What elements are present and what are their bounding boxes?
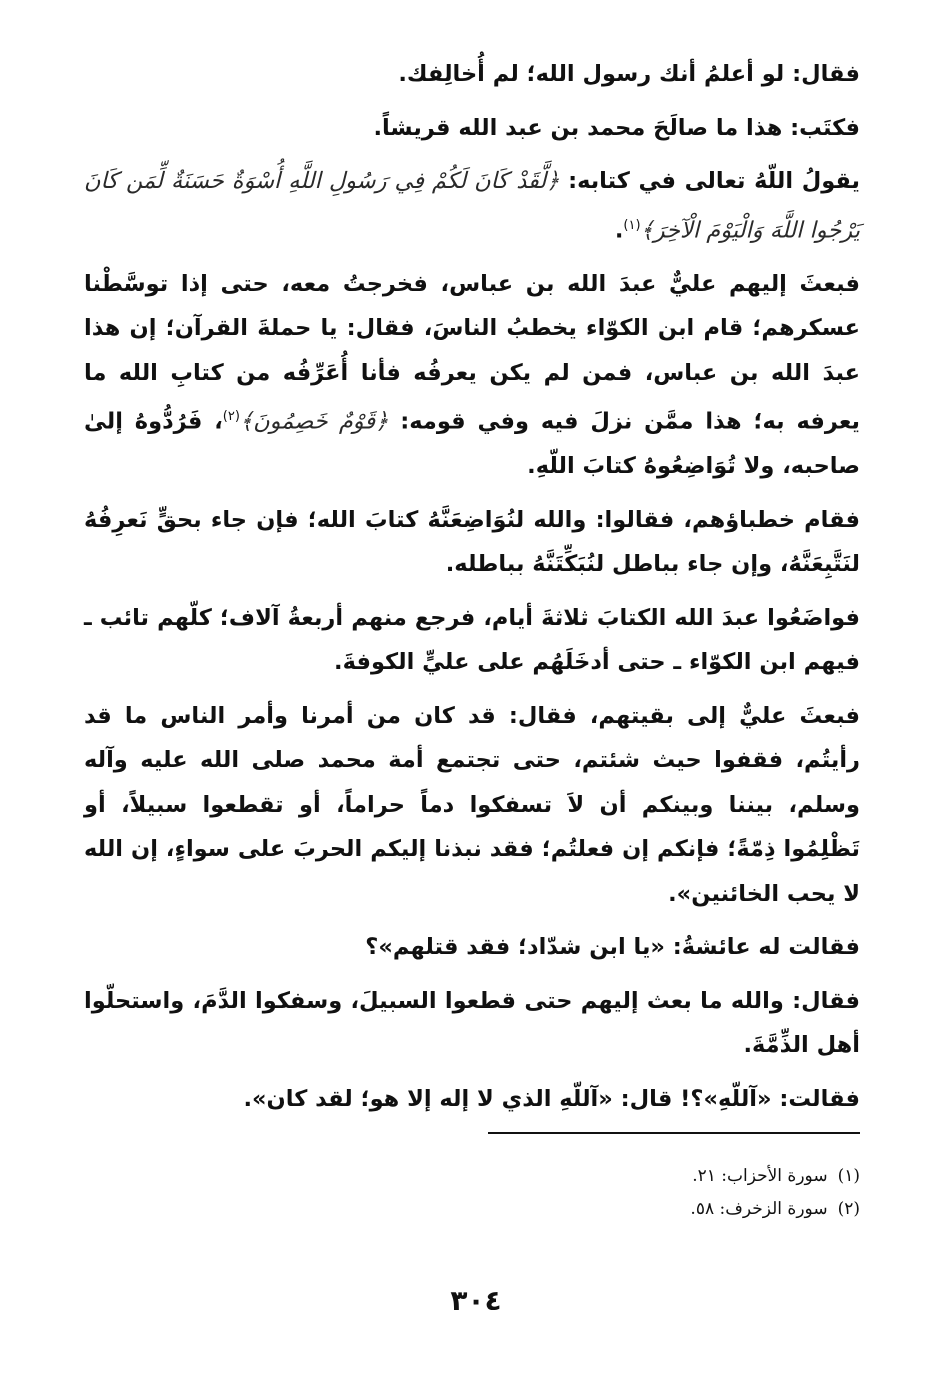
- paragraph-text: فبعثَ عليٌّ إلى بقيتهم، فقال: قد كان من أمرنا وأمر الناس ما قد رأيتُم، فقفوا حيث شئتم، حتى تجتمع أمة محمد صلى الله عليه وآله وسلم، بيننا وبينكم أن لاَ تسفكوا دماً حراماً، أو تقطعوا سبيلاً، أو تَظْلِمُوا ذِمّةً؛ فإنكم إن فعلتُم؛ فقد نبذنا إليكم الحربَ على سواءٍ، إن الله لا يحب الخائنين».: [84, 702, 860, 907]
- paragraph-9: [84, 979, 860, 1068]
- paragraph-1: [84, 52, 860, 97]
- main-text: [84, 52, 860, 1130]
- paragraph-7: [84, 694, 860, 917]
- footnote-number: (٢): [837, 1199, 860, 1219]
- paragraph-5: [84, 498, 860, 587]
- footnotes: [360, 1160, 860, 1226]
- footnote-text: سورة الأحزاب: ٢١.: [692, 1166, 828, 1186]
- footnote-ref-2: (٢): [222, 409, 240, 424]
- page-number: ٣٠٤: [450, 1284, 502, 1317]
- paragraph-tail: ، فَرُدُّوهُ إلىٰ صاحبه، ولا تُوَاضِعُوهُ كتابَ اللّهِ.: [84, 408, 860, 479]
- footnote-number: (١): [837, 1166, 860, 1186]
- paragraph-2: [84, 106, 860, 151]
- paragraph-text: فبعثَ إليهم عليٌّ عبدَ الله بن عباس، فخرجتُ معه، حتى إذا توسَّطْنا عسكرهم؛ قام ابن الكوّاء يخطبُ الناسَ، فقال: يا حملةَ القرآن؛ إن هذا عبدَ الله بن عباس، فمن لم يكن يعرفُه فأنا أُعَرِّفُه من كتابِ الله ما يعرفه به؛ هذا ممَّن نزلَ فيه وفي قومه:: [84, 270, 861, 435]
- footnote-2: [360, 1193, 860, 1226]
- paragraph-tail: .: [614, 217, 624, 243]
- paragraph-text: فكتَب: هذا ما صالَحَ محمد بن عبد الله قريشاً.: [373, 114, 860, 141]
- footnote-1: [360, 1160, 860, 1193]
- paragraph-text: فقال: لو أعلمُ أنك رسول الله؛ لم أُخالِفك.: [398, 61, 860, 87]
- footnote-divider: [488, 1132, 860, 1134]
- footnote-text: سورة الزخرف: ٥٨.: [690, 1199, 828, 1219]
- quran-verse: ﴿قَوْمٌ خَصِمُونَ﴾: [239, 408, 389, 435]
- paragraph-3: [84, 159, 860, 253]
- paragraph-text: فواضَعُوا عبدَ الله الكتابَ ثلاثةَ أيام، فرجع منهم أربعةُ آلاف؛ كلّهم تائب ـ فيهم ابن الكوّاء ـ حتى أدخَلَهُم على عليٍّ الكوفةَ.: [84, 604, 860, 675]
- paragraph-6: [84, 596, 860, 685]
- paragraph-text: فقام خطباؤهم، فقالوا: والله لنُوَاضِعَنَّهُ كتابَ الله؛ فإن جاء بحقٍّ نَعرِفُهُ لنَتَّبِعَنَّهُ، وإن جاء بباطل لنُبَكِّتَنَّهُ بباطله.: [84, 506, 860, 577]
- paragraph-text: فقال: والله ما بعث إليهم حتى قطعوا السبيلَ، وسفكوا الدَّمَ، واستحلّوا أهل الذِّمَّةَ.: [84, 987, 860, 1058]
- paragraph-8: [84, 925, 860, 970]
- quran-verse: ﴿لَّقَدْ كَانَ لَكُمْ فِي رَسُولِ اللَّهِ أُسْوَةٌ حَسَنَةٌ لِّمَن كَانَ يَرْجُوا اللَّهَ وَالْيَوْمَ الْآخِرَ﴾: [84, 168, 860, 243]
- paragraph-text: فقالت له عائشةُ: «يا ابن شدّاد؛ فقد قتلهم»؟: [365, 934, 860, 960]
- paragraph-text: فقالت: «آللّهِ»؟! قال: «آللّهِ الذي لا إله إلا هو؛ لقد كان».: [243, 1085, 860, 1112]
- paragraph-text: يقولُ اللّهُ تعالى في كتابه:: [559, 168, 860, 194]
- paragraph-4: [84, 262, 860, 489]
- footnote-ref-1: (١): [623, 217, 641, 233]
- paragraph-10: [84, 1077, 860, 1122]
